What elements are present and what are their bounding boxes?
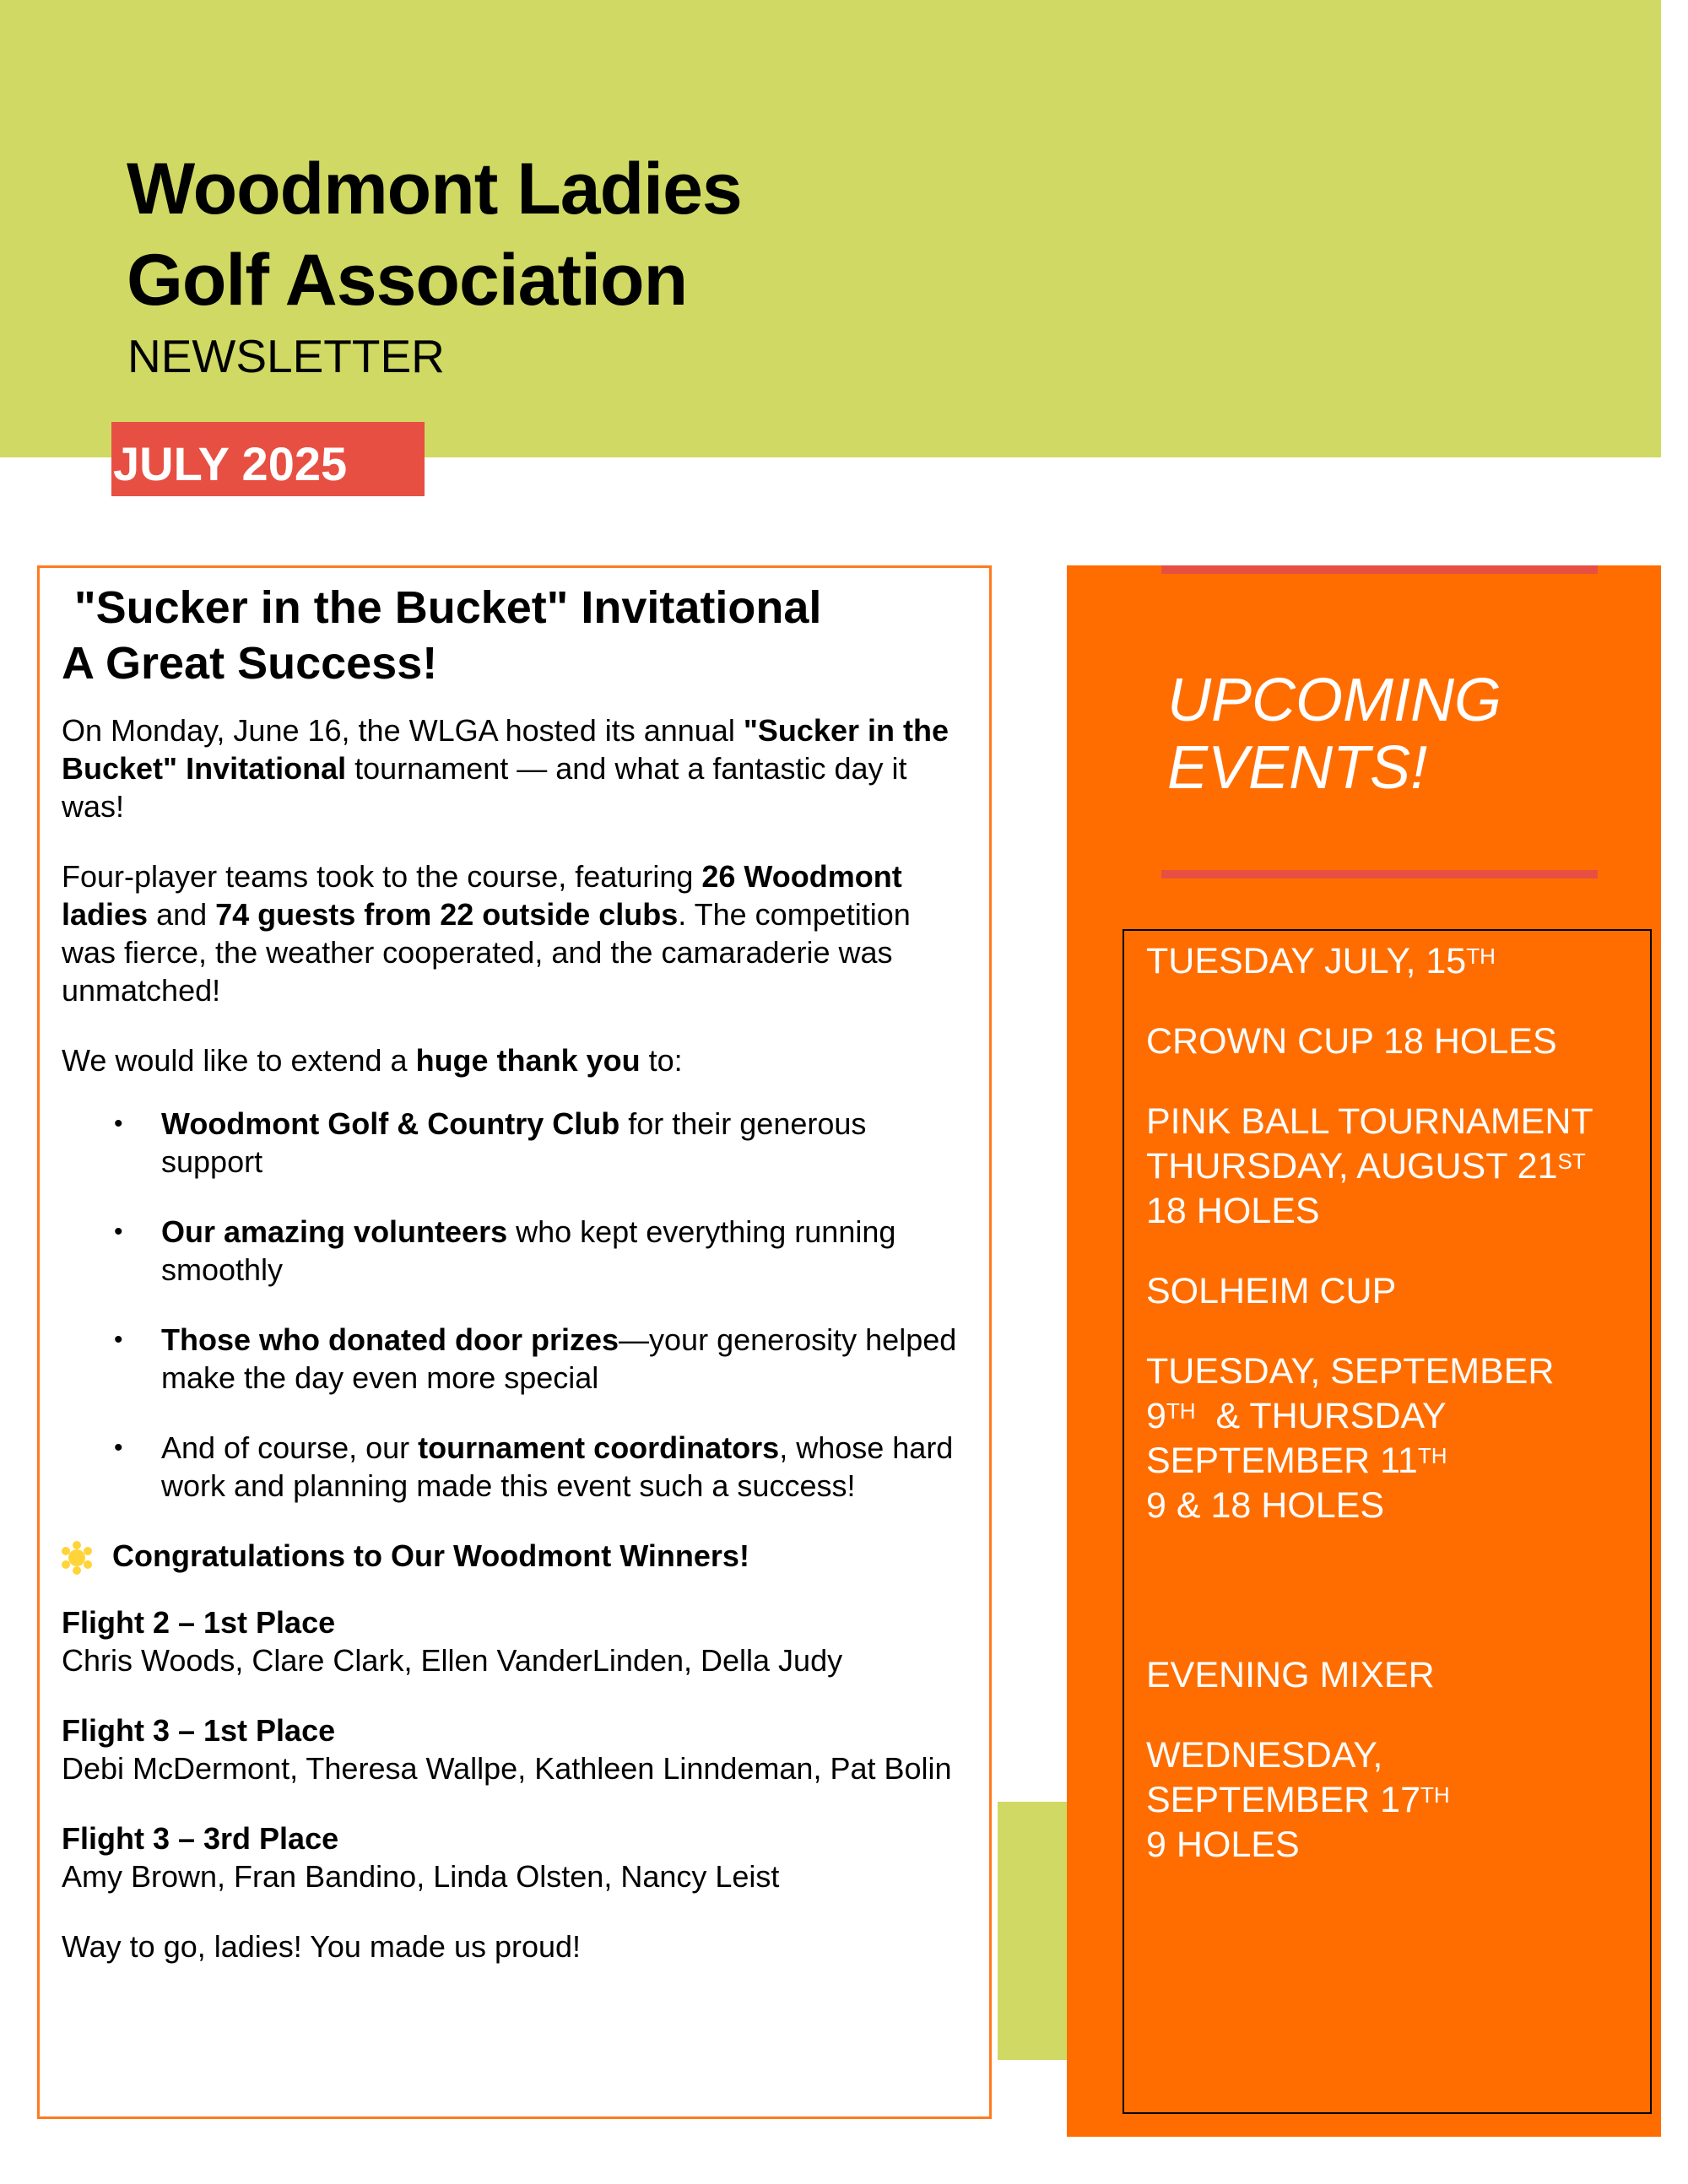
- event-name: EVENING MIXER: [1146, 1655, 1435, 1695]
- text: 9: [1146, 1396, 1166, 1436]
- text: , whose hard work and planning made this event such a success!: [161, 1430, 954, 1503]
- event-name: "Sucker in the Bucket" Invitational: [62, 713, 949, 786]
- text: who kept everything running smoothly: [161, 1214, 896, 1287]
- winner-title: Flight 3 – 3rd Place: [62, 1821, 339, 1856]
- winner-names: Amy Brown, Fran Bandino, Linda Olsten, Nancy Leist: [62, 1859, 780, 1894]
- text: We would like to extend a: [62, 1043, 416, 1078]
- events-heading-line-2: EVENTS!: [1167, 734, 1428, 802]
- article-headline: [62, 580, 964, 691]
- thanks-list: [62, 1105, 964, 1505]
- event-date: WEDNESDAY,: [1146, 1735, 1383, 1776]
- winner-title: Flight 2 – 1st Place: [62, 1605, 336, 1640]
- event-date: [1146, 939, 1642, 984]
- event-date: [1146, 1778, 1642, 1823]
- spacer: [1146, 1564, 1642, 1653]
- list-item: [62, 1321, 964, 1397]
- text: for their generous support: [161, 1106, 867, 1179]
- event-item: [1146, 1733, 1642, 1868]
- text: Four-player teams took to the course, featuring: [62, 859, 702, 894]
- list-item: [62, 1213, 964, 1289]
- list-item: [62, 1105, 964, 1181]
- emphasis: Our amazing volunteers: [161, 1214, 508, 1249]
- emphasis: tournament coordinators: [418, 1430, 780, 1465]
- congrats-text: Congratulations to Our Woodmont Winners!: [112, 1538, 749, 1573]
- guest-count: 74 guests from 22 outside clubs: [215, 897, 679, 932]
- event-item: [1146, 1349, 1642, 1528]
- title-line-2: Golf Association: [127, 240, 688, 321]
- headline-line-2: A Great Success!: [62, 638, 438, 689]
- events-list-box: [1123, 929, 1652, 2114]
- ordinal: ST: [1557, 1149, 1586, 1174]
- text: & THURSDAY: [1195, 1396, 1447, 1436]
- text: tournament — and what a fantastic day it was!: [62, 751, 907, 824]
- event-date: [1146, 1394, 1642, 1439]
- bullet-icon: •: [114, 1326, 123, 1354]
- winner-title: Flight 3 – 1st Place: [62, 1713, 336, 1748]
- text: THURSDAY, AUGUST 21: [1146, 1146, 1558, 1187]
- thanks-paragraph: [62, 1041, 964, 1079]
- text: —your generosity helped make the day even more special: [161, 1322, 957, 1395]
- member-count: 26 Woodmont ladies: [62, 859, 902, 932]
- closing-line: Way to go, ladies! You made us proud!: [62, 1929, 582, 1964]
- participants-paragraph: [62, 857, 964, 1009]
- ordinal: TH: [1420, 1782, 1450, 1808]
- ordinal: TH: [1417, 1443, 1447, 1468]
- event-item: [1146, 1100, 1642, 1234]
- emphasis: Woodmont Golf & Country Club: [161, 1106, 620, 1141]
- issue-date-badge: [111, 422, 425, 496]
- event-name: SOLHEIM CUP: [1146, 1271, 1397, 1311]
- sun-icon: [62, 1541, 92, 1571]
- winner-names: Debi McDermont, Theresa Wallpe, Kathleen Linndeman, Pat Bolin: [62, 1751, 952, 1786]
- divider-top: [1161, 565, 1598, 574]
- text: And of course, our: [161, 1430, 419, 1465]
- newsletter-title: [127, 143, 742, 326]
- title-line-1: Woodmont Ladies: [127, 149, 742, 230]
- event-date: TUESDAY, SEPTEMBER: [1146, 1351, 1555, 1392]
- upcoming-events-panel: [1067, 565, 1661, 2137]
- text: . The competition was fierce, the weather cooperated, and the camaraderie was unmatched!: [62, 897, 911, 1008]
- congrats-heading: [62, 1537, 964, 1575]
- list-item: [62, 1429, 964, 1505]
- events-heading-line-1: UPCOMING: [1167, 667, 1501, 734]
- issue-date: JULY 2025: [113, 437, 348, 490]
- newsletter-subtitle: NEWSLETTER: [127, 330, 445, 382]
- events-heading: [1167, 667, 1501, 802]
- text: and: [148, 897, 216, 932]
- event-date: [1146, 1439, 1642, 1484]
- decorative-green-strip: [998, 1802, 1067, 2060]
- event-name: CROWN CUP 18 HOLES: [1146, 1021, 1557, 1062]
- headline-line-1: "Sucker in the Bucket" Invitational: [62, 582, 822, 633]
- ordinal: TH: [1466, 943, 1496, 969]
- bullet-icon: •: [114, 1434, 123, 1462]
- winner-names: Chris Woods, Clare Clark, Ellen VanderLinden, Della Judy: [62, 1643, 843, 1678]
- bullet-icon: •: [114, 1110, 123, 1138]
- divider-bottom: [1161, 870, 1598, 878]
- event-holes: 9 HOLES: [1146, 1825, 1300, 1865]
- text: TUESDAY JULY, 15: [1146, 941, 1467, 981]
- ordinal: TH: [1166, 1398, 1196, 1424]
- feature-article: [37, 565, 992, 2119]
- event-holes: 9 & 18 HOLES: [1146, 1485, 1385, 1526]
- text: On Monday, June 16, the WLGA hosted its annual: [62, 713, 744, 748]
- text: to:: [640, 1043, 683, 1078]
- intro-paragraph: [62, 711, 964, 825]
- event-date: [1146, 1144, 1642, 1189]
- text: SEPTEMBER 11: [1146, 1441, 1418, 1481]
- event-name: PINK BALL TOURNAMENT: [1146, 1101, 1593, 1142]
- emphasis: Those who donated door prizes: [161, 1322, 619, 1357]
- text: SEPTEMBER 17: [1146, 1780, 1420, 1820]
- thanks-emphasis: huge thank you: [415, 1043, 641, 1078]
- bullet-icon: •: [114, 1218, 123, 1246]
- event-holes: 18 HOLES: [1146, 1191, 1320, 1231]
